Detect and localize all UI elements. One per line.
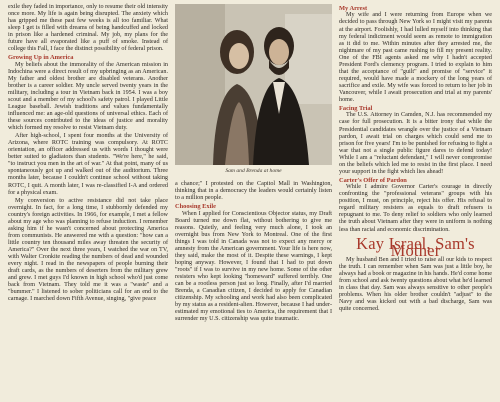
paragraph: My husband Ben and I tried to raise all our kids to respect the truth. I can remember when Sam was just a little boy, he always had a book or magazine in his hands. He'd come home from school and ask twenty questions about what he'd learned in class that day. Sam was always sensitive to other people's problems. When his older brother couldn't "adjust" to the Navy and was kicked out with a bad discharge, Sam was quite concerned. [339,256,492,312]
paragraph: When I applied for Conscientious Objector status, my Draft Board turned me down flat, without bothering to give me reasons. Quietly, and feeling very much alone, I took an overnight bus from New York to Montreal. One of the first things I was told in Canada was not to expect any mercy or amnesty from the American government. Your life is here now, they said, make the most of it. Despite these warnings, I kept hoping anyway. However, I found that I had to put down "roots" if I was to survive in my new home. Some of the other resisters who kept looking "homeward" suffered terribly. One can be a rootless person just so long. Finally, after I'd married Brenda, a Canadian citizen, I decided to apply for Canadian citizenship. My schooling and work had also been complicated by my status as a resident-alien. However, because I had under-estimated my emotional ties to America, the requirement that I surrender my U.S. citizenship was quite traumatic. [175,210,332,323]
column-1 [8,4,168,304]
paragraph: My wife and I were returning from Europe when we decided to pass through New York so I might visit my parents at the airport. Foolishly, I had lulled myself into thinking that my federal indictment would seem as remote to immigration as it did to me. Within minutes after they arrested me, the nightmare of my past came rushing to fill my present reality. One of the FBI agents asked me why I hadn't accepted President Ford's clemency program. I tried to explain to him that the acceptance of "guilt" and promise of "service" it required, would have made a mockery of the long years of sacrifice and exile. My wife was forced to return to her job in Vancouver, while I await prosecution and trial at my parents' home. [339,12,492,103]
photo-sam-and-brenda [175,4,332,165]
column-3 [339,4,492,314]
paragraph: My beliefs about the immorality of the American mission in Indochina were a direct result of my upbringing as an American. My father and oldest brother are disabled veterans. Another brother is a career soldier. My uncle served twenty years in the military, including a tour in Vietnam back in 1954. I was a boy scout and a member of my school's safety patrol. I played Little League baseball. Jewish traditions and values fundamentally influenced me: an age-old questions of universal ethics. Each of these sources contributed to the ideas of justice and morality which formed my resolve to resist Vietnam duty. [8,61,168,132]
paragraph: While I admire Governor Carter's courage in directly confronting the "professional veterans" groups with his position, I must, on principle, reject his offer. His refusal to regard military resisters as equals to draft refusers is repugnant to me. To deny relief to soldiers who only learned the truth about Vietnam after they were in uniform is nothing less than racial and economic discrimination. [339,184,492,233]
paragraph: After high-school, I spent four months at the University of Arizona, where ROTC training was compulsory. At ROTC orientation, an officer addressed us with words I thought were better suited to gladiators than students. "We're here," he said, "to instruct you men in the art of war." At that point, many of us spontaneously got up and walked out of the auditorium. Three months later, because I couldn't continue school without taking ROTC, I quit. A month later, I was re-classified I-A and ordered for a physical exam. [8,133,168,196]
photo-illustration [175,4,332,165]
paragraph: The U.S. Attorney in Camden, N.J. has recommended my case for full prosecution. It is a bitter irony that while the Presidential candidates wrangle over the justice of a Vietnam pardon, I await trial on charges which could send me to prison for five years! I'm to be punished for refusing to fight a war that not a single public figure dares to defend today! While I am a "reluctant defendant," I will never compromise on the beliefs which led me to resist in the first place. I need your support in the fight which lies ahead! [339,112,492,175]
paragraph: exile they faded in importance, only to resume their old intensity once more. My life is again being disrupted. The anxiety which has gripped me these past few weeks is all too familiar. What sleep I get is filled with dreams of being handcuffed and locked in prison like a hardened criminal. My job, my plans for the future have all evaporated like a puff of smoke. Instead of college this Fall, I face the distinct possibility of federal prison. [8,4,168,53]
section-heading-carters-offer: Carter's Offer of Pardon [339,176,407,184]
section-heading-my-arrest: My Arrest [339,5,368,12]
paragraph: a chance;" I protested on the Capitol Mall in Washington, thinking that in a democracy the leaders would certainly listen to a million people. [175,181,332,202]
section-heading-growing-up: Growing Up in America [8,54,74,62]
paragraph: My conversion to active resistance did not take place overnight. In fact, for a long time, I stubbornly defended my country's foreign activities. In 1966, for example, I met a fellow about my age who was planning to refuse induction. I remember asking him if he wasn't concerned about protecting America from communists. He answered me with a question: "how can a little country ten thousand miles away threaten the security of America?" Over the next three years, I watched the war on TV, with Walter Cronkite reading the numbers of dead and wounded every night. I read in the newspapers of people burning their draft cards, as the numbers of deserters from the military grew and grew. I met guys I'd known in high school who'd just come back from Vietnam. They told me it was a "waste" and a "bummer." I listened to sober politicians call for an end to the carnage. I marched down Fifth Avenue, singing, "give peace [8,197,168,303]
section-heading-facing-trial: Facing Trial [339,105,373,113]
photo-caption: Sam and Brenda at home [225,168,282,174]
section-heading-choosing-exile: Choosing Exile [175,203,217,211]
article-title-kay-israel: Kay Israel, Sam's Mother [356,233,475,260]
